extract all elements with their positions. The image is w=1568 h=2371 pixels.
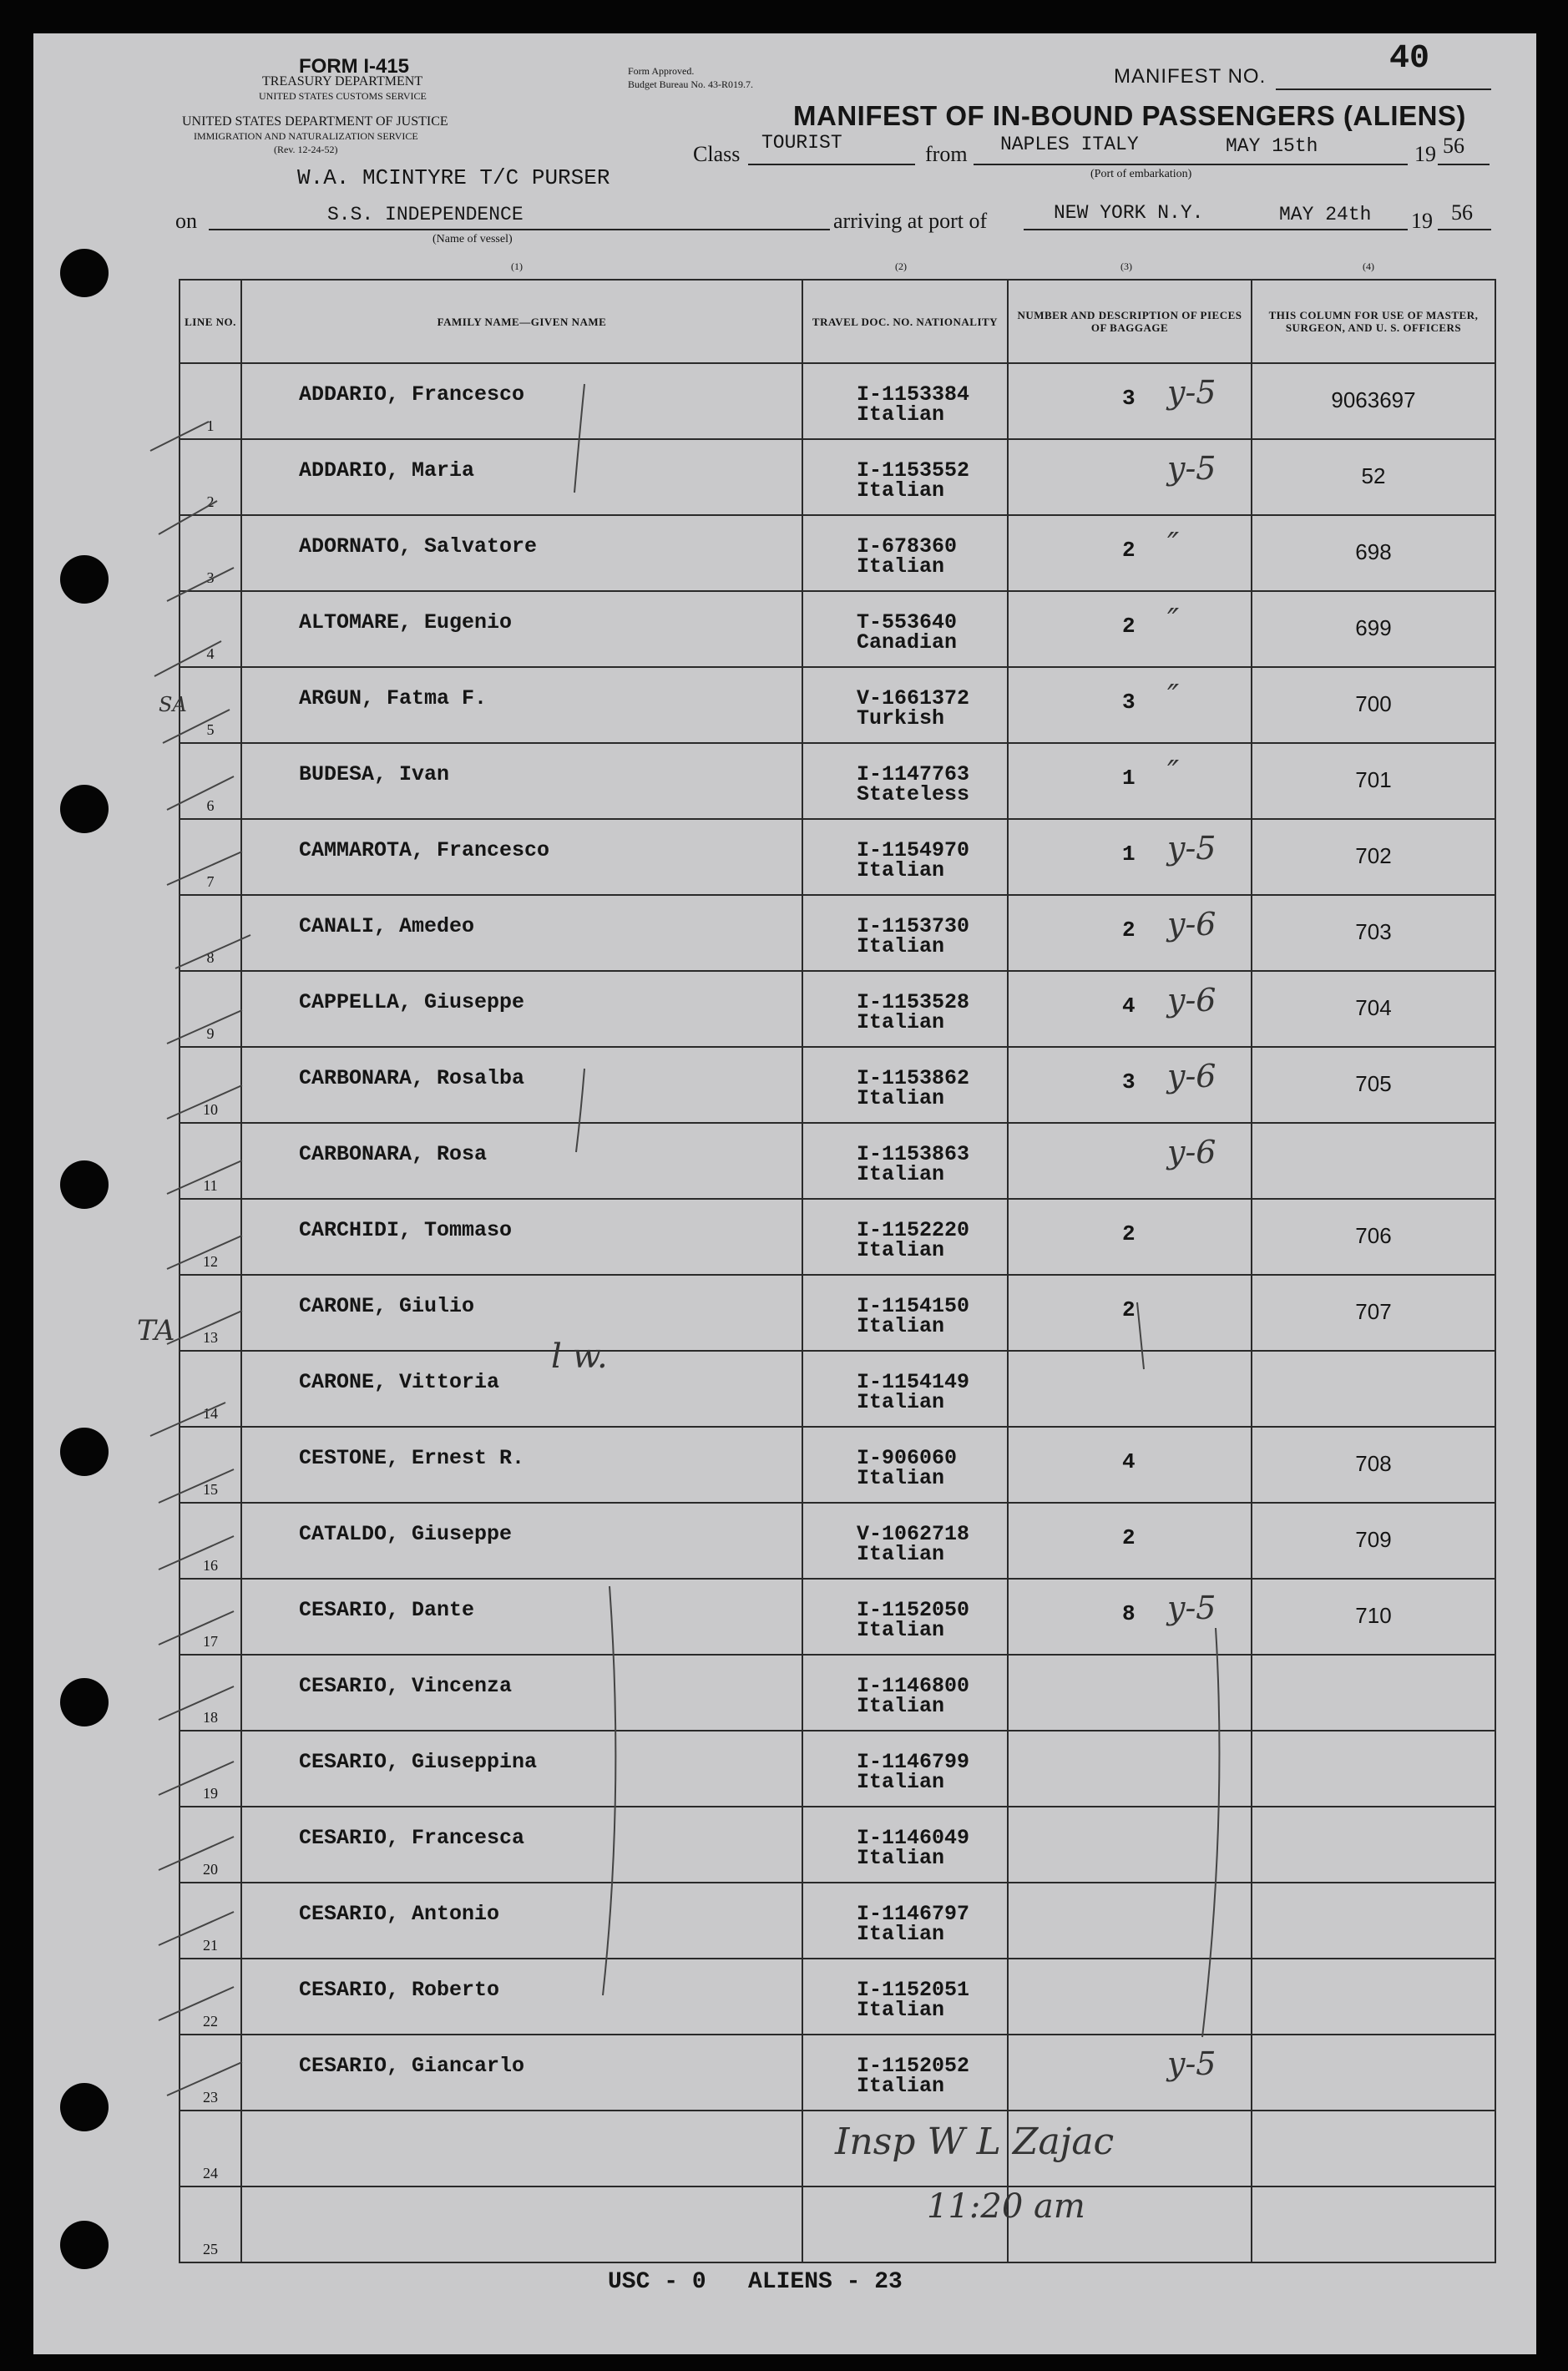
line-number: 12 xyxy=(203,1253,218,1270)
passenger-name: CARONE, Giulio xyxy=(299,1294,475,1318)
baggage-count: 2 xyxy=(1122,1525,1136,1550)
nationality: Italian xyxy=(857,2074,945,2098)
manifest-no-label: MANIFEST NO. xyxy=(1114,65,1267,88)
baggage-count: 2 xyxy=(1122,1221,1136,1246)
travel-doc-number: I-1147763 xyxy=(857,762,970,786)
nationality: Italian xyxy=(857,934,945,958)
travel-doc-number: I-1152052 xyxy=(857,2054,970,2078)
baggage-annotation: ″ xyxy=(1167,754,1180,791)
line-number: 8 xyxy=(206,949,215,966)
line-number: 16 xyxy=(203,1557,218,1574)
nationality: Turkish xyxy=(857,706,945,731)
passenger-name: CESARIO, Giuseppina xyxy=(299,1750,538,1774)
nationality: Italian xyxy=(857,1998,945,2022)
name-header: FAMILY NAME—GIVEN NAME xyxy=(241,280,802,363)
officer-number: 708 xyxy=(1355,1451,1392,1476)
baggage-count: 2 xyxy=(1122,918,1136,943)
budget-bureau: Budget Bureau No. 43-R019.7. xyxy=(628,78,753,90)
vessel-name: S.S. INDEPENDENCE xyxy=(327,204,524,225)
passenger-name: CATALDO, Giuseppe xyxy=(299,1522,513,1546)
passenger-name: CARBONARA, Rosa xyxy=(299,1142,488,1166)
column-number-1: (1) xyxy=(511,260,523,272)
officer-number: 9063697 xyxy=(1331,387,1416,412)
on-label: on xyxy=(175,209,197,233)
baggage-annotation: y-6 xyxy=(1167,982,1216,1019)
passenger-name: CESARIO, Antonio xyxy=(299,1902,500,1926)
nationality: Italian xyxy=(857,1010,945,1034)
baggage-annotation: y-6 xyxy=(1167,1058,1216,1095)
manifest-no: 40 xyxy=(1389,40,1430,78)
baggage-annotation: y-6 xyxy=(1167,906,1216,943)
baggage-annotation: y-5 xyxy=(1167,2045,1216,2082)
name-note-lw: l w. xyxy=(551,1337,608,1376)
passenger-name: ADDARIO, Maria xyxy=(299,458,475,483)
class-value: TOURIST xyxy=(761,132,842,154)
passenger-name: CESARIO, Roberto xyxy=(299,1978,500,2002)
line-number: 13 xyxy=(203,1329,218,1346)
line-no-header: LINE NO. xyxy=(180,280,241,363)
officer-number: 704 xyxy=(1355,995,1392,1020)
officer-number: 52 xyxy=(1361,463,1386,488)
line-number: 1 xyxy=(206,417,215,434)
nationality: Italian xyxy=(857,858,945,882)
nationality: Italian xyxy=(857,1390,945,1414)
year-2: 56 xyxy=(1451,200,1473,225)
travel-doc-number: V-1661372 xyxy=(857,686,970,710)
officer-number: 701 xyxy=(1355,767,1392,792)
line-number: 22 xyxy=(203,2013,218,2030)
passenger-name: BUDESA, Ivan xyxy=(299,762,450,786)
passenger-name: ADORNATO, Salvatore xyxy=(299,534,538,559)
line-number: 11 xyxy=(203,1177,218,1194)
travel-doc-number: I-1153552 xyxy=(857,458,970,483)
purser-name: W.A. MCINTYRE T/C PURSER xyxy=(297,165,610,190)
travel-doc-number: I-1154150 xyxy=(857,1294,970,1318)
passenger-name: CARONE, Vittoria xyxy=(299,1370,500,1394)
travel-doc-number: I-1146800 xyxy=(857,1674,970,1698)
passenger-name: CAPPELLA, Giuseppe xyxy=(299,990,525,1014)
baggage-count: 4 xyxy=(1122,1449,1136,1474)
inspector-time: 11:20 am xyxy=(927,2187,1085,2226)
vessel-caption: (Name of vessel) xyxy=(432,233,513,245)
officer-number: 706 xyxy=(1355,1223,1392,1248)
line-number: 2 xyxy=(206,493,215,510)
passenger-name: CARCHIDI, Tommaso xyxy=(299,1218,513,1242)
arrival-date: MAY 24th xyxy=(1279,204,1372,225)
passenger-name: CARBONARA, Rosalba xyxy=(299,1066,525,1090)
nationality: Italian xyxy=(857,1922,945,1946)
nationality: Italian xyxy=(857,1162,945,1186)
doc-header: TRAVEL DOC. NO. NATIONALITY xyxy=(802,280,1008,363)
baggage-count: 1 xyxy=(1122,766,1136,791)
baggage-count: 3 xyxy=(1122,386,1136,411)
officer-number: 703 xyxy=(1355,919,1392,944)
travel-doc-number: T-553640 xyxy=(857,610,958,634)
nationality: Italian xyxy=(857,1618,945,1642)
baggage-count: 8 xyxy=(1122,1601,1136,1626)
nationality: Canadian xyxy=(857,630,958,655)
form-approved: Form Approved. xyxy=(628,65,695,77)
embark-date: MAY 15th xyxy=(1226,135,1318,157)
nationality: Italian xyxy=(857,1314,945,1338)
passenger-name: CESARIO, Vincenza xyxy=(299,1674,513,1698)
arriving-label: arriving at port of xyxy=(833,209,988,233)
officer-number: 707 xyxy=(1355,1299,1392,1324)
travel-doc-number: I-906060 xyxy=(857,1446,958,1470)
baggage-annotation: ″ xyxy=(1167,526,1180,563)
inspector-signature: Insp W L Zajac xyxy=(835,2121,1115,2163)
line-number: 6 xyxy=(206,797,215,814)
line-number: 20 xyxy=(203,1861,218,1878)
from-label: from xyxy=(925,142,968,166)
baggage-count: 4 xyxy=(1122,993,1136,1019)
line-number: 9 xyxy=(206,1025,215,1042)
passenger-name: CANALI, Amedeo xyxy=(299,914,475,938)
travel-doc-number: I-1154149 xyxy=(857,1370,970,1394)
class-label: Class xyxy=(693,142,741,166)
baggage-annotation: ″ xyxy=(1167,678,1180,715)
line-number: 5 xyxy=(206,721,215,738)
treasury-label: TREASURY DEPARTMENT xyxy=(262,74,423,88)
travel-doc-number: I-1146799 xyxy=(857,1750,970,1774)
year-prefix-2: 19 xyxy=(1411,209,1433,233)
nationality: Italian xyxy=(857,1846,945,1870)
customs-label: UNITED STATES CUSTOMS SERVICE xyxy=(259,90,427,102)
footer-summary: USC - 0 ALIENS - 23 xyxy=(608,2269,903,2295)
column-number-2: (2) xyxy=(895,260,907,272)
baggage-count: 2 xyxy=(1122,614,1136,639)
nationality: Italian xyxy=(857,1694,945,1718)
passenger-name: CESARIO, Francesca xyxy=(299,1826,525,1850)
officer-number: 702 xyxy=(1355,843,1392,868)
line-number: 24 xyxy=(203,2165,218,2181)
officer-number: 700 xyxy=(1355,691,1392,716)
line-number: 4 xyxy=(206,645,215,662)
baggage-count: 2 xyxy=(1122,538,1136,563)
baggage-annotation: y-6 xyxy=(1167,1134,1216,1170)
nationality: Italian xyxy=(857,1770,945,1794)
baggage-annotation: ″ xyxy=(1167,602,1180,639)
baggage-annotation: y-5 xyxy=(1167,450,1216,487)
line-number: 21 xyxy=(203,1937,218,1954)
line-number: 3 xyxy=(206,569,215,586)
nationality: Italian xyxy=(857,478,945,503)
officer-number: 699 xyxy=(1355,615,1392,640)
travel-doc-number: I-1152051 xyxy=(857,1978,970,2002)
travel-doc-number: I-1146797 xyxy=(857,1902,970,1926)
baggage-annotation: y-5 xyxy=(1167,830,1216,867)
revision-label: (Rev. 12-24-52) xyxy=(274,144,338,155)
nationality: Italian xyxy=(857,1466,945,1490)
column-number-4: (4) xyxy=(1363,260,1374,272)
nationality: Italian xyxy=(857,1542,945,1566)
travel-doc-number: V-1062718 xyxy=(857,1522,970,1546)
immigration-label: IMMIGRATION AND NATURALIZATION SERVICE xyxy=(194,130,418,142)
line-number: 25 xyxy=(203,2241,218,2257)
line-number: 7 xyxy=(206,873,215,890)
nationality: Italian xyxy=(857,1238,945,1262)
baggage-count: 3 xyxy=(1122,1069,1136,1095)
travel-doc-number: I-1153863 xyxy=(857,1142,970,1166)
baggage-count: 1 xyxy=(1122,842,1136,867)
port-embarkation-caption: (Port of embarkation) xyxy=(1090,168,1192,180)
baggage-count: 3 xyxy=(1122,690,1136,715)
port-embarkation: NAPLES ITALY xyxy=(1000,134,1139,155)
travel-doc-number: I-1153730 xyxy=(857,914,970,938)
line-number: 10 xyxy=(203,1101,218,1118)
year-1: 56 xyxy=(1443,134,1464,158)
passenger-name: ADDARIO, Francesco xyxy=(299,382,525,407)
manifest-title: MANIFEST OF IN-BOUND PASSENGERS (ALIENS) xyxy=(793,100,1466,131)
travel-doc-number: I-1152220 xyxy=(857,1218,970,1242)
line-number: 17 xyxy=(203,1633,218,1650)
nationality: Italian xyxy=(857,402,945,427)
line-number: 18 xyxy=(203,1709,218,1726)
passenger-name: ARGUN, Fatma F. xyxy=(299,686,488,710)
line-number: 19 xyxy=(203,1785,218,1802)
baggage-count: 2 xyxy=(1122,1297,1136,1322)
form-number: FORM I-415 xyxy=(299,55,410,78)
passenger-name: CESARIO, Giancarlo xyxy=(299,2054,525,2078)
officers-header: THIS COLUMN FOR USE OF MASTER, SURGEON, AND U. S. OFFICERS xyxy=(1252,280,1495,363)
nationality: Italian xyxy=(857,1086,945,1110)
baggage-annotation: y-5 xyxy=(1167,1590,1216,1626)
year-prefix-1: 19 xyxy=(1414,142,1436,166)
travel-doc-number: I-1153528 xyxy=(857,990,970,1014)
passenger-name: ALTOMARE, Eugenio xyxy=(299,610,513,634)
officer-number: 709 xyxy=(1355,1527,1392,1552)
officer-number: 698 xyxy=(1355,539,1392,564)
passenger-name: CESTONE, Ernest R. xyxy=(299,1446,525,1470)
officer-number: 705 xyxy=(1355,1071,1392,1096)
nationality: Stateless xyxy=(857,782,970,806)
column-number-3: (3) xyxy=(1120,260,1132,272)
travel-doc-number: I-1146049 xyxy=(857,1826,970,1850)
baggage-header: NUMBER AND DESCRIPTION OF PIECES OF BAGGAGE xyxy=(1008,280,1252,363)
margin-note-ta: TA xyxy=(137,1314,175,1347)
nationality: Italian xyxy=(857,554,945,579)
arrival-port: NEW YORK N.Y. xyxy=(1054,202,1204,224)
travel-doc-number: I-1152050 xyxy=(857,1598,970,1622)
line-number: 23 xyxy=(203,2089,218,2106)
officer-number: 710 xyxy=(1355,1603,1392,1628)
passenger-name: CAMMAROTA, Francesco xyxy=(299,838,550,862)
line-number: 14 xyxy=(203,1405,218,1422)
travel-doc-number: I-1153384 xyxy=(857,382,970,407)
passenger-name: CESARIO, Dante xyxy=(299,1598,475,1622)
justice-label: UNITED STATES DEPARTMENT OF JUSTICE xyxy=(182,114,448,129)
travel-doc-number: I-678360 xyxy=(857,534,958,559)
line-number: 15 xyxy=(203,1481,218,1498)
baggage-annotation: y-5 xyxy=(1167,374,1216,411)
travel-doc-number: I-1153862 xyxy=(857,1066,970,1090)
margin-note-sa: SA xyxy=(159,693,187,716)
travel-doc-number: I-1154970 xyxy=(857,838,970,862)
